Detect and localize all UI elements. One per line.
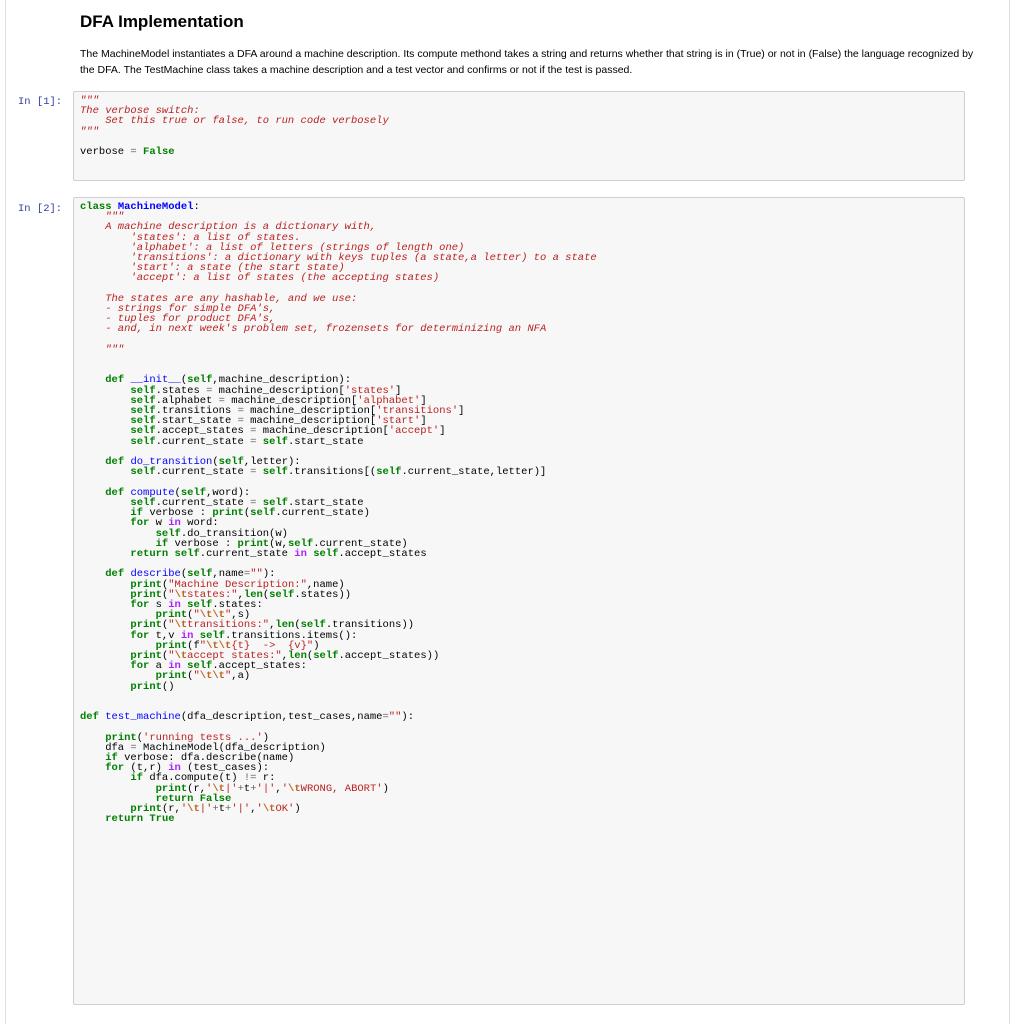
code-line <box>80 671 958 681</box>
code-token: 'accept' <box>388 425 440 438</box>
code-token: for <box>130 517 150 530</box>
code-token: if <box>155 537 169 550</box>
code-token: "Machine Description:" <box>168 578 307 591</box>
code-token: for <box>130 660 150 673</box>
code-token: ] <box>395 384 402 397</box>
code-token: dfa <box>80 741 131 754</box>
code-token: 'alphabet' <box>357 394 421 407</box>
code-token: " <box>199 639 207 652</box>
code-token: (t,r) <box>124 762 169 775</box>
code-token: MachineModel(dfa_description) <box>136 741 326 754</box>
code-token: "" <box>250 568 263 581</box>
code-token: print <box>155 609 188 622</box>
code-token: do_transition <box>130 456 213 469</box>
code-token: ' <box>281 782 289 795</box>
code-token: ' <box>206 782 213 795</box>
code-token: verbose : <box>143 507 213 520</box>
code-token: 'start': a state (the start state) <box>80 262 345 275</box>
code-line <box>80 324 958 334</box>
code-token: machine_description[ <box>243 405 377 418</box>
code-token: self <box>269 588 295 601</box>
code-token: ( <box>161 619 169 632</box>
code-token: ,machine_description): <box>212 374 352 387</box>
code-token: self <box>262 496 288 509</box>
code-token: if <box>130 772 144 785</box>
code-line <box>80 147 958 157</box>
code-token: ] <box>458 405 465 418</box>
code-token: = <box>130 146 137 159</box>
code-token: self <box>155 527 181 540</box>
code-token: , <box>281 649 288 662</box>
code-token: ] <box>439 425 446 438</box>
cell-2-prompt: In [2]: <box>18 203 63 215</box>
code-token: ( <box>161 588 169 601</box>
code-token: " <box>193 609 200 622</box>
code-token: self <box>287 537 314 550</box>
code-token <box>80 681 130 693</box>
code-token: = <box>250 435 257 448</box>
code-token: .start_state <box>155 415 238 428</box>
code-token: \t <box>174 649 188 662</box>
code-token: ( <box>243 507 251 520</box>
code-token: '|' <box>231 802 251 815</box>
code-token: , <box>269 619 276 632</box>
code-token: .transitions <box>155 405 238 418</box>
code-token: 'start' <box>376 415 421 428</box>
code-token: (f <box>187 639 200 652</box>
code-token: \t <box>212 782 225 795</box>
code-token: 'states': a list of states. <box>80 231 301 244</box>
code-token: .accept_states <box>338 547 427 560</box>
code-token: .accept_states)) <box>338 649 440 662</box>
code-token: self <box>130 425 156 438</box>
code-token: print <box>130 578 162 591</box>
code-token: + <box>237 782 244 795</box>
code-token: ( <box>161 649 169 662</box>
code-token: = <box>218 394 225 407</box>
code-token: - tuples for product DFA's, <box>80 313 276 326</box>
code-token: in <box>168 660 181 673</box>
code-token: WRONG, ABORT' <box>300 782 383 795</box>
code-token: machine_description[ <box>224 394 358 407</box>
code-token: describe <box>130 568 181 581</box>
description-paragraph: The MachineModel instantiates a DFA around a machine description. Its compute methond takes a string and returns whether that string is in (True) or not in (False) the language recognized by the DFA. The TestMachine class takes a machine description and a test vector and confirms or not if the test is passed. <box>80 48 974 76</box>
code-token: in <box>168 762 181 775</box>
code-token: def <box>80 711 99 724</box>
code-token: , <box>237 588 244 601</box>
code-token: ' <box>256 802 263 815</box>
code-token: .current_state <box>155 496 251 509</box>
code-token: self <box>300 619 326 632</box>
code-token: states:" <box>187 588 238 601</box>
code-token: \t\t <box>199 670 225 683</box>
code-line <box>80 273 958 283</box>
code-token: """ <box>80 95 99 107</box>
code-token: " <box>224 670 232 683</box>
code-token: (test_cases): <box>180 762 270 775</box>
code-token: .start_state <box>288 496 364 509</box>
code-token: self <box>174 547 200 560</box>
code-token: \t\t <box>206 639 232 652</box>
code-token: class <box>80 201 112 213</box>
code-token: : <box>193 201 200 213</box>
code-token: return <box>105 813 144 826</box>
code-token: .accept_states <box>155 425 251 438</box>
code-token: .transitions.items(): <box>224 629 358 642</box>
code-token: self <box>130 466 156 479</box>
code-line <box>80 549 958 559</box>
code-token: print <box>105 731 137 744</box>
code-token: \t <box>288 782 301 795</box>
code-token: .transitions)) <box>325 619 415 632</box>
code-token: def <box>105 374 125 387</box>
code-token: = <box>250 425 257 438</box>
code-token: self <box>313 649 339 662</box>
code-token: .states <box>155 384 207 397</box>
code-token: ) <box>382 782 389 795</box>
code-token: in <box>180 629 194 642</box>
code-token: ,s) <box>231 609 251 622</box>
code-token: self <box>262 466 288 479</box>
code-token: ] <box>420 415 427 428</box>
code-token: print <box>155 782 188 795</box>
code-token: ( <box>294 619 301 632</box>
code-token: '|' <box>256 782 276 795</box>
code-token: self <box>187 660 213 673</box>
code-token: " <box>168 619 175 632</box>
code-token: for <box>105 762 125 775</box>
code-token: = <box>250 496 257 509</box>
code-token: """ <box>80 211 125 224</box>
code-token: self <box>187 598 213 611</box>
code-token: transitions:" <box>187 619 270 632</box>
code-token: self <box>130 415 156 428</box>
code-token: ] <box>420 394 427 407</box>
code-token: () <box>161 680 175 693</box>
code-token: ,a) <box>231 670 251 683</box>
code-token: False <box>143 146 175 159</box>
code-line <box>80 335 958 345</box>
code-token: self <box>199 629 225 642</box>
code-token: """ <box>80 343 125 356</box>
code-token: ( <box>187 609 194 622</box>
code-token: Set this true or false, to run code verbosely <box>80 115 389 128</box>
code-line <box>80 814 958 824</box>
code-token: .current_state <box>155 466 251 479</box>
code-token: dfa.compute(t) <box>143 772 244 785</box>
code-token: \t <box>187 802 200 815</box>
code-token: = <box>243 568 251 581</box>
code-token: print <box>237 537 270 550</box>
code-token: ) <box>313 639 320 652</box>
code-token: True <box>149 813 175 826</box>
code-token: 'states' <box>344 384 396 397</box>
code-token: (w, <box>269 537 288 550</box>
code-token: 'accept': a list of states (the accepting states) <box>80 272 440 285</box>
code-token: False <box>199 792 232 805</box>
code-token: machine_description[ <box>256 425 389 438</box>
code-token: return <box>130 547 169 560</box>
code-cell-2-input[interactable] <box>73 197 965 1005</box>
code-token: accept states:" <box>187 649 282 662</box>
code-token: - strings for simple DFA's, <box>80 303 276 316</box>
code-line <box>80 127 958 137</box>
code-token: .start_state <box>288 435 364 448</box>
code-token: 'transitions' <box>376 405 459 418</box>
code-token: = <box>237 415 244 428</box>
code-token: if <box>130 507 144 520</box>
code-token: + <box>225 802 232 815</box>
code-token: len <box>288 649 307 662</box>
code-token: ,name) <box>306 578 345 591</box>
code-token: ( <box>262 588 270 601</box>
code-token: |' <box>199 802 213 815</box>
code-token: print <box>130 588 162 601</box>
code-token: .transitions[( <box>288 466 377 479</box>
code-token: t,v <box>149 629 181 642</box>
code-token: .current_state) <box>275 507 370 520</box>
code-token: != <box>243 772 257 785</box>
code-token: ,word): <box>206 486 251 499</box>
code-line <box>80 437 958 447</box>
code-token: __init__ <box>130 374 181 387</box>
code-token: ( <box>306 649 314 662</box>
code-token: ): <box>262 568 276 581</box>
code-token: compute <box>130 486 175 499</box>
code-token: 'transitions': a dictionary with keys tuples (a state,a letter) to a state <box>80 252 597 265</box>
code-token: print <box>155 639 188 652</box>
code-token: self <box>376 466 402 479</box>
code-token: for <box>130 598 150 611</box>
code-token: \t <box>262 802 276 815</box>
code-token: OK' <box>275 802 295 815</box>
code-token: MachineModel <box>117 201 194 213</box>
code-token: = <box>382 711 389 724</box>
code-token: in <box>168 598 181 611</box>
code-token: s <box>149 598 169 611</box>
code-token: .current_state,letter)] <box>401 466 547 479</box>
code-line <box>80 355 958 365</box>
code-cell-1-input[interactable] <box>73 91 965 181</box>
code-token: - and, in next week's problem set, frozensets for determinizing an NFA <box>80 323 547 336</box>
code-token: self <box>130 435 156 448</box>
code-token: + <box>250 782 257 795</box>
code-token: self <box>187 568 213 581</box>
code-token: len <box>275 619 295 632</box>
code-line <box>80 712 958 722</box>
code-cell-2-source[interactable] <box>74 198 964 824</box>
code-token: = <box>250 466 257 479</box>
code-token: ( <box>180 374 188 387</box>
code-token: (r, <box>161 802 181 815</box>
code-token: ) <box>262 731 270 744</box>
code-token: self <box>130 496 156 509</box>
code-line <box>80 137 958 147</box>
code-token: machine_description[ <box>243 415 377 428</box>
code-token: .current_state) <box>313 537 408 550</box>
code-token: for <box>130 629 150 642</box>
code-token: ): <box>401 711 415 724</box>
code-token: def <box>105 568 125 581</box>
code-token: , <box>275 782 282 795</box>
code-token <box>80 466 130 478</box>
code-token: a <box>149 660 169 673</box>
code-token: print <box>155 670 188 683</box>
code-token: self <box>130 405 156 418</box>
code-token: " <box>224 609 232 622</box>
code-line <box>80 345 958 355</box>
code-token <box>80 813 105 825</box>
code-token: \t <box>174 619 188 632</box>
code-line <box>80 116 958 126</box>
code-token: ' <box>180 802 188 815</box>
code-token: self <box>313 547 339 560</box>
code-token: print <box>130 649 162 662</box>
code-token: self <box>187 374 213 387</box>
code-token: return <box>155 792 194 805</box>
code-token: .states: <box>212 598 263 611</box>
code-token: w <box>149 517 169 530</box>
code-token: in <box>294 547 307 560</box>
code-token: " <box>168 649 175 662</box>
markdown-cell[interactable] <box>80 12 980 78</box>
code-token: 'running tests ...' <box>143 731 263 744</box>
code-token: """ <box>80 125 99 138</box>
code-token: test_machine <box>105 711 181 724</box>
code-token: = <box>130 741 137 754</box>
code-line <box>80 467 958 477</box>
code-token: \t\t <box>199 609 225 622</box>
code-token: t <box>218 802 225 815</box>
code-token: .do_transition(w) <box>180 527 288 540</box>
code-token: {t} -> {v}" <box>231 639 314 652</box>
code-line <box>80 202 958 212</box>
code-token: ( <box>136 731 144 744</box>
code-token: The verbose switch: <box>80 105 200 118</box>
code-token: "" <box>388 711 402 724</box>
code-token: machine_description[ <box>212 384 345 397</box>
code-token: self <box>180 486 207 499</box>
code-token <box>80 548 130 560</box>
code-token: (dfa_description,test_cases,name <box>180 711 383 724</box>
code-token: verbose: dfa.describe(name) <box>117 751 295 764</box>
code-token: .alphabet <box>155 394 219 407</box>
code-token: ( <box>161 578 169 591</box>
section-heading: DFA Implementation <box>80 12 244 31</box>
code-token: self <box>218 456 244 469</box>
code-token: self <box>130 384 156 397</box>
code-token: ,name <box>212 568 244 581</box>
code-cell-1-source[interactable] <box>74 92 964 157</box>
code-line <box>80 682 958 692</box>
code-token: ,letter): <box>243 456 301 469</box>
code-line <box>80 692 958 702</box>
code-token: def <box>105 456 125 469</box>
code-token: print <box>212 507 244 520</box>
code-token: print <box>130 619 162 632</box>
code-token: def <box>105 486 125 499</box>
code-token: .current_state <box>155 435 251 448</box>
code-token: .states)) <box>294 588 352 601</box>
code-token: if <box>105 751 118 764</box>
code-token: |' <box>224 782 238 795</box>
code-token: print <box>130 802 162 815</box>
code-token: ) <box>294 802 301 815</box>
code-token: ( <box>187 670 194 683</box>
code-token: self <box>250 507 276 520</box>
code-token: 'alphabet': a list of letters (strings of length one) <box>80 241 465 254</box>
code-token: , <box>250 802 257 815</box>
code-token: (r, <box>187 782 207 795</box>
code-token: word: <box>180 517 219 530</box>
code-token: = <box>237 405 244 418</box>
code-token: ( <box>180 568 188 581</box>
code-token: = <box>206 384 213 397</box>
code-token: " <box>193 670 200 683</box>
code-token: t <box>243 782 251 795</box>
code-token: in <box>168 517 181 530</box>
code-token: ( <box>212 456 219 469</box>
code-line <box>80 96 958 106</box>
code-token: verbose : <box>168 537 238 550</box>
code-token: + <box>212 802 219 815</box>
code-token: .current_state <box>199 547 295 560</box>
code-token <box>80 436 130 448</box>
code-token: \t <box>174 588 188 601</box>
cell-1-prompt: In [1]: <box>18 96 63 108</box>
code-token: ( <box>174 486 181 499</box>
code-line <box>80 804 958 814</box>
code-token: A machine description is a dictionary with, <box>80 221 377 234</box>
code-token: verbose <box>80 146 131 159</box>
code-token: self <box>262 435 288 448</box>
code-token: len <box>243 588 263 601</box>
code-token: r: <box>256 772 276 785</box>
code-token: The states are any hashable, and we use: <box>80 292 358 305</box>
code-token: print <box>130 680 162 693</box>
code-token: self <box>130 394 156 407</box>
code-token: " <box>168 588 175 601</box>
code-token: .accept_states: <box>212 660 307 673</box>
